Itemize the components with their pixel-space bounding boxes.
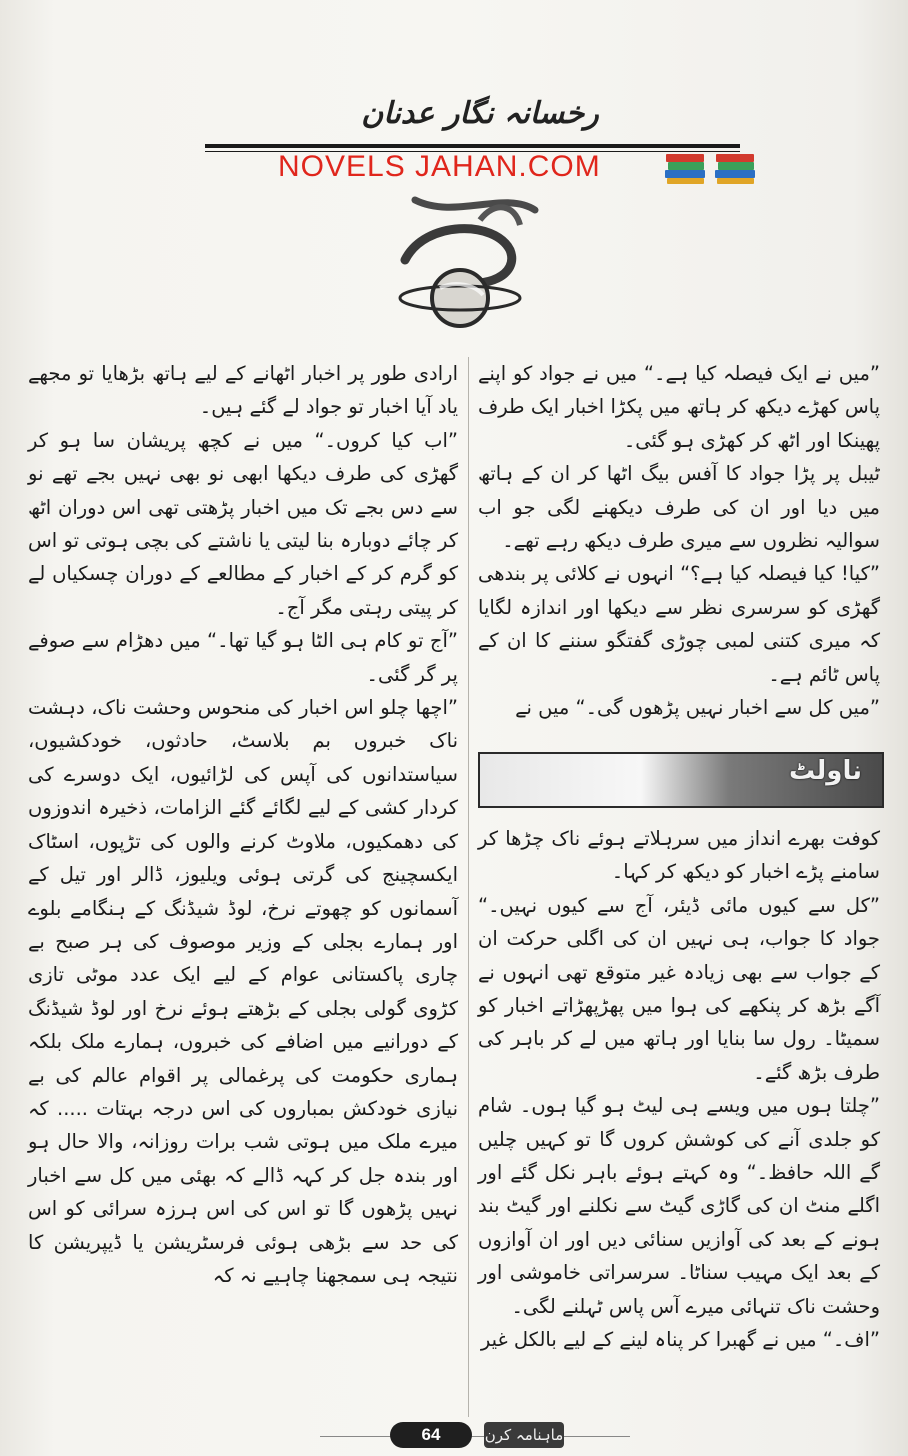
paragraph: ”چلتا ہوں میں ویسے ہی لیٹ ہو گیا ہوں۔ شام کو جلدی آنے کی کوشش کروں گا تو کہیں چلیں گے اللہ حافظ۔“ وہ کہتے ہوئے باہر نکل گئے اور اگلے منٹ ان کی گاڑی گیٹ سے نکلنے اور گیٹ بند ہونے کے بعد کی آوازیں سنائی دیں اور ان آوازوں کے بعد ایک مہیب سناٹا۔ سرسراتی خاموشی اور وحشت ناک تنہائی میرے آس پاس ٹہلنے لگی۔ [478, 1094, 880, 1318]
column-divider [468, 357, 469, 1417]
paragraph: ”اف۔“ میں نے گھبرا کر پناہ لینے کے لیے بالکل غیر [480, 1328, 880, 1352]
paragraph: ارادی طور پر اخبار اٹھانے کے لیے ہاتھ بڑھایا تو مجھے یاد آیا اخبار تو جواد لے گئے ہیں۔ [28, 362, 458, 419]
paragraph: ”کیا! کیا فیصلہ کیا ہے؟“ انہوں نے کلائی پر بندھی گھڑی کو سرسری نظر سے دیکھا اور اندازہ لگایا کہ میری کتنی لمبی چوڑی گفتگو سننے کا ان کے پاس ٹائم ہے۔ [478, 562, 880, 686]
paragraph: ”میں نے ایک فیصلہ کیا ہے۔“ میں نے جواد کو اپنے پاس کھڑے دیکھ کر ہاتھ میں پکڑا اخبار ایک طرف پھینکا اور اٹھ کر کھڑی ہو گئی۔ [478, 362, 880, 452]
article-column-right-top [478, 357, 880, 724]
books-icon [662, 150, 762, 186]
article-column-right-bottom [478, 822, 880, 1357]
magazine-name: ماہنامہ کرن [484, 1422, 564, 1448]
paragraph: ”میں کل سے اخبار نہیں پڑھوں گی۔“ میں نے [515, 696, 880, 720]
site-watermark: NOVELS JAHAN.COM [278, 150, 601, 183]
paragraph: ٹیبل پر پڑا جواد کا آفس بیگ اٹھا کر ان کے ہاتھ میں دیا اور ان کی طرف دیکھنے لگی جو اب سوالیہ نظروں سے میری طرف دیکھ رہے تھے۔ [478, 462, 880, 553]
genre-label: ناولٹ [789, 756, 862, 786]
title-calligraphy [385, 180, 555, 335]
genre-banner [478, 752, 880, 804]
footer-rule [320, 1436, 630, 1437]
article-column-left [28, 357, 458, 1292]
paragraph: ”کل سے کیوں مائی ڈیئر، آج سے کیوں نہیں۔“ جواد کا جواب، ہی نہیں ان کی اگلی حرکت ان کے جواب سے بھی زیادہ غیر متوقع تھی انہوں نے آگے بڑھ کر پنکھے کی ہوا میں پھڑپھڑاتے اخبار کو سمیٹا۔ رول سا بنایا اور ہاتھ میں لے کر باہر کی طرف بڑھ گئے۔ [478, 893, 880, 1084]
page-footer [0, 1420, 908, 1456]
page-number: 64 [390, 1422, 472, 1448]
paragraph: ”اچھا چلو اس اخبار کی منحوس وحشت ناک، دہشت ناک خبروں بم بلاسٹ، حادثوں، خودکشیوں، سیاستدانوں کی آپس کی لڑائیوں، ایک دوسرے کی کردار کشی کے لیے لگائے گئے الزامات، ذخیرہ اندوزوں کی دھمکیوں، ملاوٹ کرنے والوں کی تڑپوں، اسٹاک ایکسچینج کی گرتی ہوئی ویلیوز، ڈالر اور تیل کے آسمانوں کو چھوتے نرخ، لوڈ شیڈنگ کے ہنگامے بلوے اور ہمارے بجلی کے وزیر موصوف کی ہر صبح بے چاری پاکستانی عوام کے لیے ایک عدد موٹی تازی کڑوی گولی بجلی کے بڑھتے ہوئے نرخ اور لوڈ شیڈنگ کے دورانیے میں اضافے کی خبروں، ہمارے ملک بلکہ ہماری حکومت کی پرغمالی پر اقوام عالم کی بے نیازی خودکش بمباروں کی اس درجہ بہتات ..... کہ میرے ملک میں ہوتی شب برات روزانہ، والا حال ہو اور بندہ جل کر کہہ ڈالے کہ بھئی میں کل سے اخبار نہیں پڑھوں گا تو اس کی اس ہرزہ سرائی کو اس کی حد سے بڑھی ہوئی فرسٹریشن یا ڈیپریشن کا نتیجہ ہی سمجھنا چاہیے نہ کہ [28, 696, 458, 1287]
paragraph: ”اب کیا کروں۔“ میں نے کچھ پریشان سا ہو کر گھڑی کی طرف دیکھا ابھی نو بھی نہیں بجے تھے نو سے دس بجے تک میں اخبار پڑھتی تھی اس دوران اٹھ کر چائے دوبارہ بنا لیتی یا ناشتے کی بچی ہوتی تو اس کو گرم کر کے اخبار کے مطالعے کے دوران چسکیاں لے کر پیتی رہتی مگر آج۔ [28, 428, 458, 619]
paragraph: کوفت بھرے انداز میں سرہلاتے ہوئے ناک چڑھا کر سامنے پڑے اخبار کو دیکھ کر کہا۔ [478, 827, 880, 884]
paragraph: ”آج تو کام ہی الٹا ہو گیا تھا۔“ میں دھڑام سے صوفے پر گر گئی۔ [28, 629, 458, 686]
author-name: رخسانہ نگار عدنان [361, 96, 599, 131]
header-rule [205, 144, 740, 148]
